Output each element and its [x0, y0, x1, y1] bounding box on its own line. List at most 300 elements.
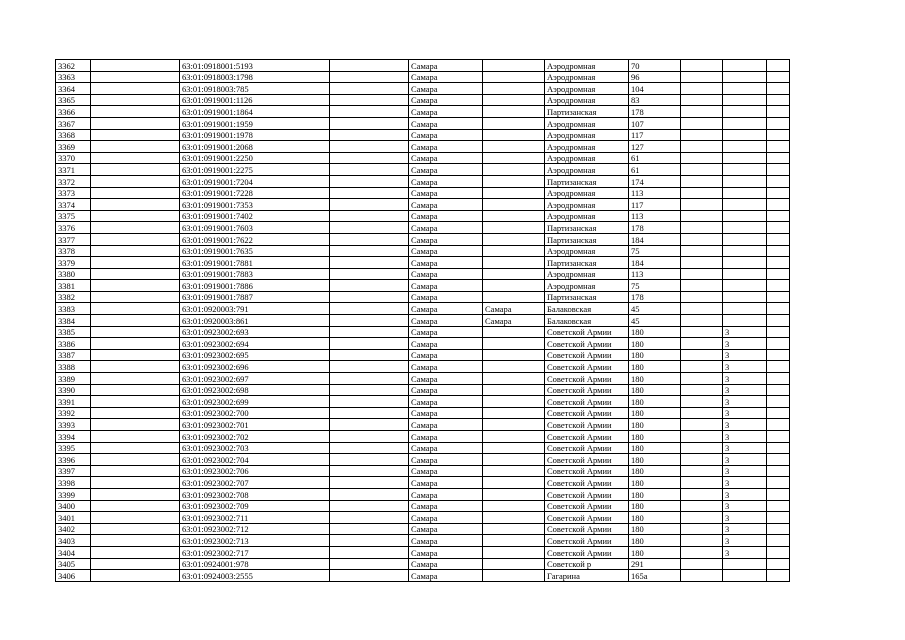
city-cell: Самара: [409, 465, 483, 477]
row-number-cell: 3364: [56, 83, 91, 95]
blank-cell: [91, 326, 180, 338]
blank-cell: [681, 152, 723, 164]
building-cell: [723, 94, 767, 106]
table-row: [56, 535, 790, 547]
locality-cell: [483, 280, 545, 292]
blank-cell: [767, 71, 790, 83]
blank-cell: [681, 570, 723, 582]
building-cell: 3: [723, 442, 767, 454]
blank-cell: [91, 315, 180, 327]
house-number-cell: 180: [629, 465, 681, 477]
blank-cell: [767, 210, 790, 222]
table-row: [56, 141, 790, 153]
blank-cell: [681, 222, 723, 234]
blank-cell: [330, 175, 409, 187]
cadastral-number-cell: 63:01:0919001:7883: [180, 268, 330, 280]
table-row: [56, 512, 790, 524]
city-cell: Самара: [409, 454, 483, 466]
blank-cell: [330, 187, 409, 199]
building-cell: [723, 303, 767, 315]
blank-cell: [681, 94, 723, 106]
house-number-cell: 291: [629, 558, 681, 570]
cadastral-number-cell: 63:01:0923002:699: [180, 396, 330, 408]
street-cell: Балаковская: [545, 303, 629, 315]
row-number-cell: 3374: [56, 199, 91, 211]
blank-cell: [330, 477, 409, 489]
row-number-cell: 3399: [56, 488, 91, 500]
row-number-cell: 3403: [56, 535, 91, 547]
row-number-cell: 3388: [56, 361, 91, 373]
cadastral-number-cell: 63:01:0919001:1978: [180, 129, 330, 141]
street-cell: Советской р: [545, 558, 629, 570]
table-row: [56, 465, 790, 477]
building-cell: [723, 152, 767, 164]
row-number-cell: 3372: [56, 175, 91, 187]
blank-cell: [681, 187, 723, 199]
house-number-cell: 75: [629, 280, 681, 292]
blank-cell: [330, 535, 409, 547]
blank-cell: [767, 303, 790, 315]
street-cell: Советской Армии: [545, 512, 629, 524]
house-number-cell: 184: [629, 257, 681, 269]
house-number-cell: 178: [629, 222, 681, 234]
table-row: [56, 361, 790, 373]
blank-cell: [681, 83, 723, 95]
row-number-cell: 3392: [56, 407, 91, 419]
street-cell: Аэродромная: [545, 280, 629, 292]
locality-cell: [483, 222, 545, 234]
blank-cell: [91, 396, 180, 408]
locality-cell: [483, 546, 545, 558]
street-cell: Советской Армии: [545, 454, 629, 466]
locality-cell: [483, 187, 545, 199]
blank-cell: [91, 164, 180, 176]
blank-cell: [681, 210, 723, 222]
house-number-cell: 180: [629, 349, 681, 361]
street-cell: Советской Армии: [545, 396, 629, 408]
city-cell: Самара: [409, 152, 483, 164]
blank-cell: [767, 315, 790, 327]
blank-cell: [330, 303, 409, 315]
street-cell: Советской Армии: [545, 349, 629, 361]
blank-cell: [767, 535, 790, 547]
blank-cell: [767, 233, 790, 245]
blank-cell: [681, 164, 723, 176]
blank-cell: [681, 512, 723, 524]
building-cell: [723, 60, 767, 72]
blank-cell: [681, 384, 723, 396]
cadastral-number-cell: 63:01:0918001:5193: [180, 60, 330, 72]
locality-cell: [483, 152, 545, 164]
house-number-cell: 70: [629, 60, 681, 72]
locality-cell: [483, 326, 545, 338]
blank-cell: [330, 326, 409, 338]
house-number-cell: 180: [629, 419, 681, 431]
blank-cell: [91, 442, 180, 454]
building-cell: [723, 141, 767, 153]
row-number-cell: 3401: [56, 512, 91, 524]
city-cell: Самара: [409, 546, 483, 558]
row-number-cell: 3394: [56, 431, 91, 443]
locality-cell: [483, 71, 545, 83]
table-row: [56, 257, 790, 269]
blank-cell: [767, 500, 790, 512]
street-cell: Советской Армии: [545, 326, 629, 338]
city-cell: Самара: [409, 71, 483, 83]
blank-cell: [91, 338, 180, 350]
house-number-cell: 61: [629, 152, 681, 164]
blank-cell: [681, 465, 723, 477]
city-cell: Самара: [409, 164, 483, 176]
table-row: [56, 570, 790, 582]
row-number-cell: 3406: [56, 570, 91, 582]
street-cell: Советской Армии: [545, 488, 629, 500]
table-row: [56, 431, 790, 443]
house-number-cell: 180: [629, 373, 681, 385]
blank-cell: [681, 431, 723, 443]
house-number-cell: 180: [629, 338, 681, 350]
house-number-cell: 180: [629, 442, 681, 454]
table-row: [56, 210, 790, 222]
street-cell: Аэродромная: [545, 60, 629, 72]
street-cell: Аэродромная: [545, 187, 629, 199]
row-number-cell: 3376: [56, 222, 91, 234]
building-cell: 3: [723, 477, 767, 489]
cadastral-number-cell: 63:01:0923002:693: [180, 326, 330, 338]
city-cell: Самара: [409, 338, 483, 350]
row-number-cell: 3371: [56, 164, 91, 176]
house-number-cell: 178: [629, 291, 681, 303]
building-cell: [723, 558, 767, 570]
blank-cell: [767, 222, 790, 234]
building-cell: 3: [723, 488, 767, 500]
blank-cell: [681, 303, 723, 315]
row-number-cell: 3386: [56, 338, 91, 350]
building-cell: 3: [723, 546, 767, 558]
table-row: [56, 419, 790, 431]
blank-cell: [330, 373, 409, 385]
blank-cell: [767, 257, 790, 269]
locality-cell: Самара: [483, 315, 545, 327]
city-cell: Самара: [409, 488, 483, 500]
blank-cell: [681, 349, 723, 361]
cadastral-number-cell: 63:01:0923002:703: [180, 442, 330, 454]
building-cell: [723, 222, 767, 234]
house-number-cell: 184: [629, 233, 681, 245]
city-cell: Самара: [409, 570, 483, 582]
house-number-cell: 83: [629, 94, 681, 106]
street-cell: Советской Армии: [545, 338, 629, 350]
row-number-cell: 3378: [56, 245, 91, 257]
blank-cell: [767, 141, 790, 153]
city-cell: Самара: [409, 291, 483, 303]
house-number-cell: 180: [629, 454, 681, 466]
blank-cell: [330, 570, 409, 582]
blank-cell: [91, 373, 180, 385]
blank-cell: [330, 129, 409, 141]
city-cell: Самара: [409, 222, 483, 234]
locality-cell: [483, 257, 545, 269]
building-cell: 3: [723, 338, 767, 350]
building-cell: [723, 175, 767, 187]
blank-cell: [330, 315, 409, 327]
locality-cell: [483, 419, 545, 431]
cadastral-number-cell: 63:01:0919001:7635: [180, 245, 330, 257]
locality-cell: [483, 535, 545, 547]
row-number-cell: 3367: [56, 117, 91, 129]
table-row: [56, 396, 790, 408]
cadastral-number-cell: 63:01:0923002:697: [180, 373, 330, 385]
building-cell: 3: [723, 512, 767, 524]
blank-cell: [767, 187, 790, 199]
blank-cell: [91, 546, 180, 558]
locality-cell: [483, 164, 545, 176]
table-row: [56, 546, 790, 558]
city-cell: Самара: [409, 477, 483, 489]
blank-cell: [681, 60, 723, 72]
table-row: [56, 71, 790, 83]
locality-cell: Самара: [483, 303, 545, 315]
blank-cell: [330, 106, 409, 118]
cadastral-number-cell: 63:01:0919001:7622: [180, 233, 330, 245]
table-row: [56, 407, 790, 419]
locality-cell: [483, 384, 545, 396]
blank-cell: [767, 396, 790, 408]
street-cell: Партизанская: [545, 291, 629, 303]
city-cell: Самара: [409, 117, 483, 129]
street-cell: Советской Армии: [545, 465, 629, 477]
blank-cell: [330, 257, 409, 269]
blank-cell: [681, 175, 723, 187]
locality-cell: [483, 500, 545, 512]
city-cell: Самара: [409, 535, 483, 547]
locality-cell: [483, 512, 545, 524]
locality-cell: [483, 523, 545, 535]
building-cell: 3: [723, 454, 767, 466]
table-row: [56, 291, 790, 303]
city-cell: Самара: [409, 233, 483, 245]
row-number-cell: 3362: [56, 60, 91, 72]
table-row: [56, 477, 790, 489]
street-cell: Аэродромная: [545, 199, 629, 211]
house-number-cell: 180: [629, 431, 681, 443]
street-cell: Аэродромная: [545, 210, 629, 222]
building-cell: [723, 245, 767, 257]
blank-cell: [91, 349, 180, 361]
blank-cell: [91, 175, 180, 187]
row-number-cell: 3393: [56, 419, 91, 431]
blank-cell: [91, 187, 180, 199]
building-cell: 3: [723, 396, 767, 408]
city-cell: Самара: [409, 373, 483, 385]
city-cell: Самара: [409, 187, 483, 199]
house-number-cell: 117: [629, 129, 681, 141]
blank-cell: [330, 71, 409, 83]
city-cell: Самара: [409, 419, 483, 431]
table-row: [56, 94, 790, 106]
table-row: [56, 233, 790, 245]
table-row: [56, 303, 790, 315]
locality-cell: [483, 94, 545, 106]
blank-cell: [91, 431, 180, 443]
table-row: [56, 60, 790, 72]
city-cell: Самара: [409, 384, 483, 396]
blank-cell: [681, 500, 723, 512]
blank-cell: [91, 71, 180, 83]
blank-cell: [330, 94, 409, 106]
blank-cell: [681, 199, 723, 211]
blank-cell: [91, 94, 180, 106]
house-number-cell: 45: [629, 303, 681, 315]
city-cell: Самара: [409, 94, 483, 106]
table-row: [56, 558, 790, 570]
building-cell: [723, 106, 767, 118]
cadastral-number-cell: 63:01:0923002:709: [180, 500, 330, 512]
blank-cell: [91, 500, 180, 512]
table-row: [56, 500, 790, 512]
building-cell: [723, 199, 767, 211]
blank-cell: [681, 233, 723, 245]
blank-cell: [767, 106, 790, 118]
house-number-cell: 113: [629, 187, 681, 199]
cadastral-number-cell: 63:01:0919001:2068: [180, 141, 330, 153]
locality-cell: [483, 396, 545, 408]
table-row: [56, 384, 790, 396]
row-number-cell: 3404: [56, 546, 91, 558]
blank-cell: [681, 419, 723, 431]
locality-cell: [483, 488, 545, 500]
blank-cell: [767, 465, 790, 477]
blank-cell: [767, 488, 790, 500]
row-number-cell: 3397: [56, 465, 91, 477]
cadastral-number-cell: 63:01:0923002:708: [180, 488, 330, 500]
table-row: [56, 326, 790, 338]
locality-cell: [483, 175, 545, 187]
blank-cell: [91, 83, 180, 95]
blank-cell: [330, 512, 409, 524]
locality-cell: [483, 442, 545, 454]
table-row: [56, 488, 790, 500]
city-cell: Самара: [409, 199, 483, 211]
blank-cell: [767, 384, 790, 396]
blank-cell: [681, 535, 723, 547]
blank-cell: [681, 291, 723, 303]
cadastral-number-cell: 63:01:0923002:711: [180, 512, 330, 524]
row-number-cell: 3382: [56, 291, 91, 303]
blank-cell: [767, 280, 790, 292]
blank-cell: [767, 373, 790, 385]
street-cell: Аэродромная: [545, 141, 629, 153]
house-number-cell: 180: [629, 396, 681, 408]
blank-cell: [681, 117, 723, 129]
house-number-cell: 127: [629, 141, 681, 153]
blank-cell: [91, 280, 180, 292]
city-cell: Самара: [409, 558, 483, 570]
blank-cell: [767, 291, 790, 303]
building-cell: [723, 570, 767, 582]
blank-cell: [330, 280, 409, 292]
blank-cell: [681, 523, 723, 535]
cadastral-number-cell: 63:01:0918003:1798: [180, 71, 330, 83]
building-cell: [723, 129, 767, 141]
blank-cell: [330, 222, 409, 234]
table-row: [56, 106, 790, 118]
blank-cell: [330, 199, 409, 211]
table-row: [56, 199, 790, 211]
blank-cell: [91, 361, 180, 373]
cadastral-number-cell: 63:01:0923002:694: [180, 338, 330, 350]
blank-cell: [330, 117, 409, 129]
city-cell: Самара: [409, 349, 483, 361]
blank-cell: [681, 442, 723, 454]
blank-cell: [330, 361, 409, 373]
blank-cell: [91, 60, 180, 72]
cadastral-number-cell: 63:01:0923002:704: [180, 454, 330, 466]
blank-cell: [767, 164, 790, 176]
building-cell: 3: [723, 384, 767, 396]
house-number-cell: 180: [629, 477, 681, 489]
cadastral-number-cell: 63:01:0919001:7204: [180, 175, 330, 187]
blank-cell: [681, 407, 723, 419]
table-row: [56, 454, 790, 466]
building-cell: 3: [723, 535, 767, 547]
blank-cell: [767, 129, 790, 141]
blank-cell: [767, 349, 790, 361]
blank-cell: [767, 442, 790, 454]
locality-cell: [483, 291, 545, 303]
blank-cell: [330, 407, 409, 419]
blank-cell: [681, 268, 723, 280]
row-number-cell: 3398: [56, 477, 91, 489]
table-row: [56, 164, 790, 176]
street-cell: Аэродромная: [545, 129, 629, 141]
table-row: [56, 129, 790, 141]
blank-cell: [91, 199, 180, 211]
house-number-cell: 178: [629, 106, 681, 118]
blank-cell: [681, 373, 723, 385]
house-number-cell: 61: [629, 164, 681, 176]
table-row: [56, 280, 790, 292]
blank-cell: [91, 117, 180, 129]
street-cell: Советской Армии: [545, 419, 629, 431]
building-cell: [723, 315, 767, 327]
locality-cell: [483, 83, 545, 95]
table-row: [56, 245, 790, 257]
city-cell: Самара: [409, 442, 483, 454]
city-cell: Самара: [409, 141, 483, 153]
blank-cell: [681, 454, 723, 466]
city-cell: Самара: [409, 129, 483, 141]
locality-cell: [483, 407, 545, 419]
blank-cell: [330, 268, 409, 280]
city-cell: Самара: [409, 512, 483, 524]
blank-cell: [681, 477, 723, 489]
row-number-cell: 3368: [56, 129, 91, 141]
blank-cell: [330, 233, 409, 245]
blank-cell: [330, 291, 409, 303]
blank-cell: [681, 326, 723, 338]
blank-cell: [91, 419, 180, 431]
blank-cell: [767, 407, 790, 419]
blank-cell: [681, 129, 723, 141]
cadastral-number-cell: 63:01:0924003:2555: [180, 570, 330, 582]
building-cell: [723, 291, 767, 303]
locality-cell: [483, 361, 545, 373]
locality-cell: [483, 349, 545, 361]
street-cell: Советской Армии: [545, 477, 629, 489]
blank-cell: [91, 257, 180, 269]
city-cell: Самара: [409, 500, 483, 512]
